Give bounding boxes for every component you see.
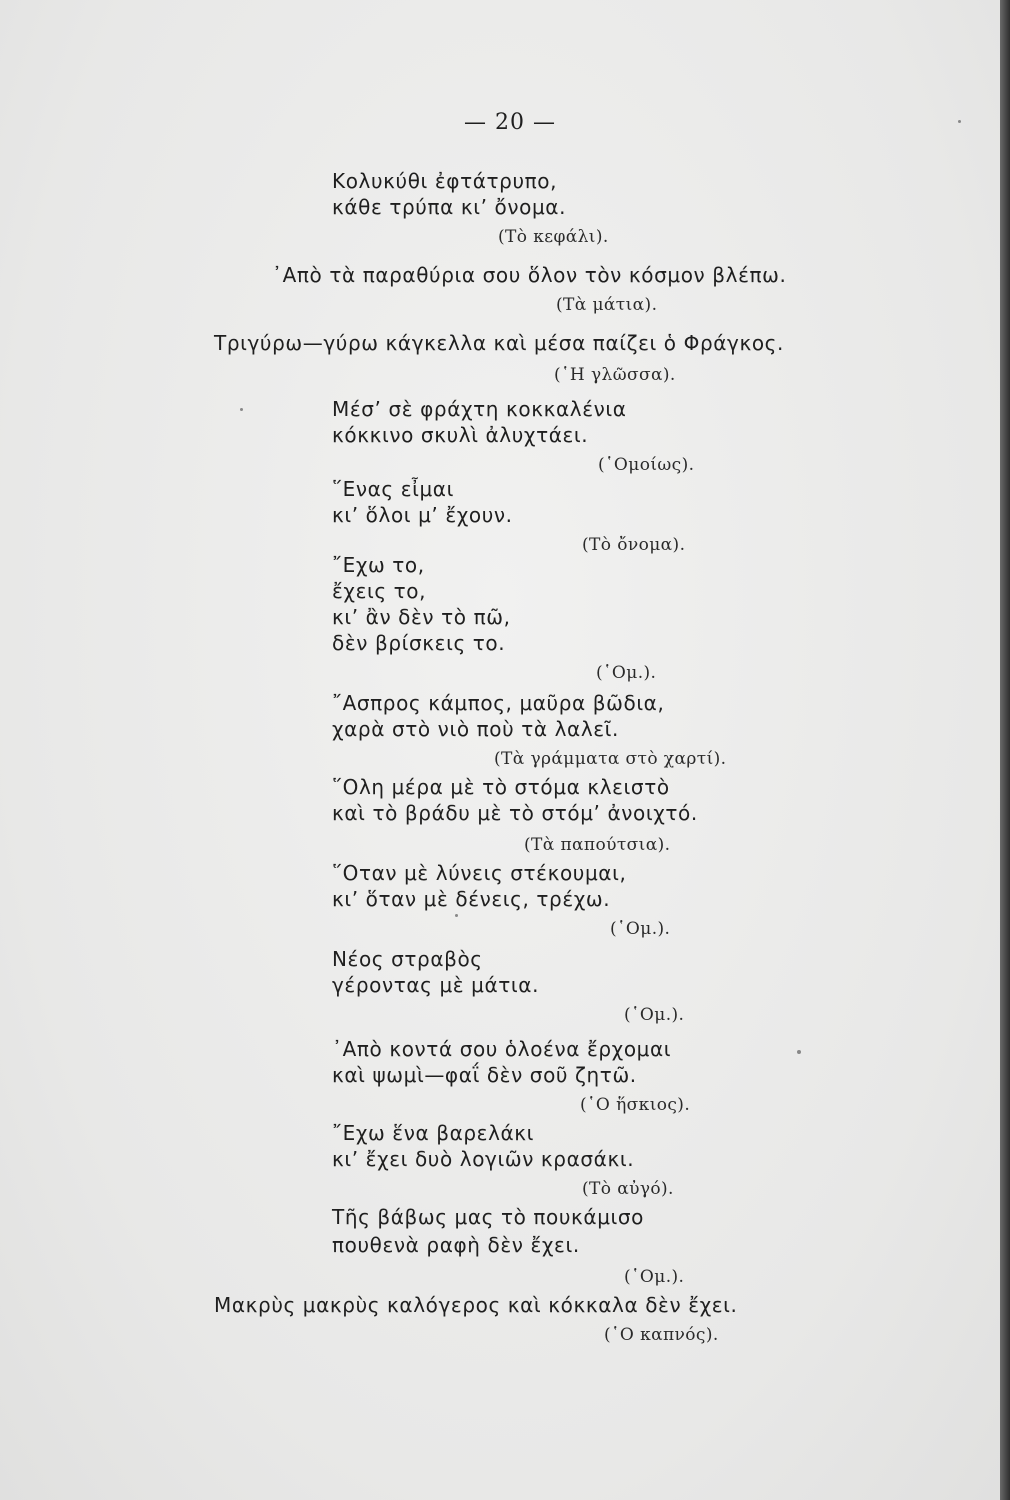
verse-line: ῎Ασπρος κάμπος, μαῦρα βῶδια,	[332, 691, 665, 715]
verse-line: δὲν βρίσκεις το.	[332, 631, 506, 655]
verse-line: ᾿Απὸ κοντά σου ὁλοένα ἔρχομαι	[332, 1037, 672, 1061]
page-edge-shadow	[1000, 0, 1010, 1500]
verse-line: καὶ τὸ βράδυ μὲ τὸ στόμ’ ἀνοιχτό.	[332, 801, 698, 825]
answer-line: (Τὸ κεφάλι).	[498, 227, 609, 247]
answer-line: (Τὰ μάτια).	[556, 295, 658, 315]
answer-line: (῾Ομοίως).	[598, 455, 695, 475]
answer-line: (Τὰ παπούτσια).	[524, 835, 671, 855]
paper-speck	[958, 120, 961, 123]
answer-line: (Τὰ γράμματα στὸ χαρτί).	[494, 749, 727, 769]
verse-line: Τῆς βάβως μας τὸ πουκάμισο	[332, 1205, 645, 1229]
paper-speck	[797, 1050, 801, 1054]
verse-line: ῞Ενας εἶμαι	[332, 477, 454, 501]
verse-line: κι’ ἂν δὲν τὸ πῶ,	[332, 605, 511, 629]
answer-line: (῾Ομ.).	[596, 663, 657, 683]
verse-line: κι’ ἔχει δυὸ λογιῶν κρασάκι.	[332, 1147, 635, 1171]
verse-line: Κολυκύθι ἐφτάτρυπο,	[332, 169, 558, 193]
paper-speck	[455, 914, 458, 917]
verse-line: Τριγύρω—γύρω κάγκελλα καὶ μέσα παίζει ὁ Φράγκος.	[214, 331, 784, 355]
answer-line: (῾Η γλῶσσα).	[554, 365, 676, 385]
verse-line: πουθενὰ ραφὴ δὲν ἔχει.	[332, 1233, 580, 1257]
verse-line: ἔχεις το,	[332, 579, 427, 603]
verse-line: γέροντας μὲ μάτια.	[332, 973, 540, 997]
answer-line: (Τὸ αὐγό).	[582, 1179, 674, 1199]
answer-line: (῾Ο ἥσκιος).	[580, 1095, 691, 1115]
verse-line: χαρὰ στὸ νιὸ ποὺ τὰ λαλεῖ.	[332, 717, 619, 741]
verse-line: κάθε τρύπα κι’ ὄνομα.	[332, 195, 567, 219]
verse-line: Μακρὺς μακρὺς καλόγερος καὶ κόκκαλα δὲν ἔχει.	[214, 1293, 738, 1317]
verse-line: ῞Οταν μὲ λύνεις στέκουμαι,	[332, 861, 627, 885]
page-number: — 20 —	[464, 110, 556, 135]
answer-line: (῾Ομ.).	[624, 1005, 685, 1025]
verse-line: Μέσ’ σὲ φράχτη κοκκαλένια	[332, 397, 627, 421]
answer-line: (῾Ομ.).	[624, 1267, 685, 1287]
answer-line: (Τὸ ὄνομα).	[582, 535, 686, 555]
verse-line: Νέος στραβὸς	[332, 947, 483, 971]
verse-line: ῎Εχω το,	[332, 553, 425, 577]
answer-line: (῾Ομ.).	[610, 919, 671, 939]
paper-speck	[240, 408, 243, 411]
verse-line: κι’ ὅταν μὲ δένεις, τρέχω.	[332, 887, 611, 911]
verse-line: ᾿Απὸ τὰ παραθύρια σου ὅλον τὸν κόσμον βλέπω.	[272, 263, 787, 287]
verse-line: κόκκινο σκυλὶ ἀλυχτάει.	[332, 423, 589, 447]
verse-line: καὶ ψωμὶ—φαΐ δὲν σοῦ ζητῶ.	[332, 1063, 637, 1087]
verse-line: ῎Εχω ἕνα βαρελάκι	[332, 1121, 535, 1145]
answer-line: (῾Ο καπνός).	[604, 1325, 719, 1345]
verse-line: κι’ ὅλοι μ’ ἔχουν.	[332, 503, 513, 527]
verse-line: ῞Ολη μέρα μὲ τὸ στόμα κλειστὸ	[332, 775, 670, 799]
